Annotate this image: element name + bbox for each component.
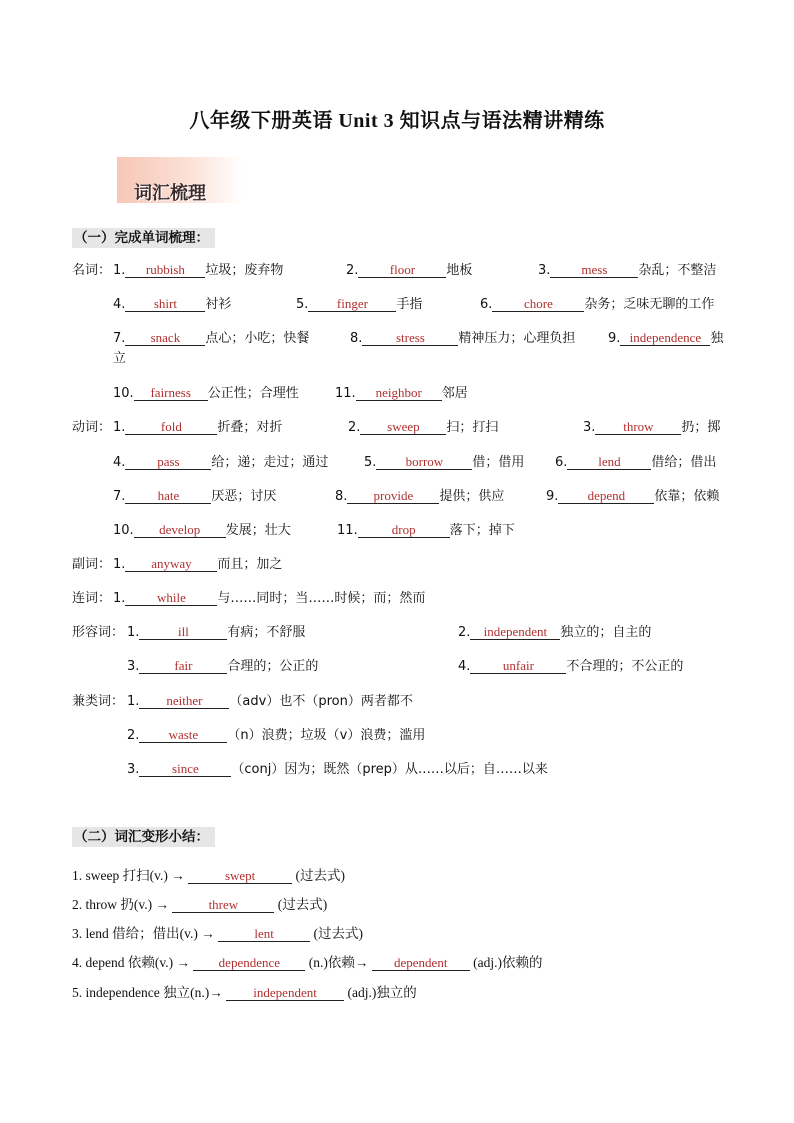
adjectives-label: 形容词：: [72, 625, 125, 640]
verb-item-6: 6. lend 借给；借出: [555, 454, 717, 470]
multi-row-3: [0, 761, 794, 779]
answer-blank[interactable]: independent: [226, 985, 344, 1001]
answer-blank[interactable]: rubbish: [125, 262, 205, 278]
multi-row-2: [0, 727, 794, 745]
multi-row-1: [0, 693, 794, 711]
answer-blank[interactable]: neighbor: [356, 385, 442, 401]
answer-blank[interactable]: borrow: [376, 454, 472, 470]
nouns-row-1: [0, 262, 794, 280]
answer-blank[interactable]: pass: [125, 454, 211, 470]
noun-item-5: 5. finger 手指: [296, 296, 423, 312]
answer-blank[interactable]: throw: [595, 419, 681, 435]
transform-item-4: 4. depend 依赖(v.) → dependence (n.)依赖→ dependent (adj.)依赖的: [72, 955, 543, 970]
answer-blank[interactable]: drop: [358, 522, 450, 538]
noun-item-11: 11. neighbor 邻居: [335, 385, 468, 401]
answer-blank[interactable]: swept: [188, 868, 292, 884]
section2-heading: （二）词汇变形小结：: [72, 827, 215, 847]
verbs-row-3: [0, 488, 794, 506]
transform-item-5: 5. independence 独立(n.)→ independent (adj.)独立的: [72, 985, 417, 1000]
adverb-item-1: 1. anyway 而且；加之: [113, 556, 283, 572]
verb-item-11: 11. drop 落下；掉下: [337, 522, 515, 538]
multi-item-2: 2. waste （n）浪费；垃圾（v）浪费；滥用: [127, 727, 426, 743]
answer-blank[interactable]: finger: [308, 296, 396, 312]
adjectives-row-2: [0, 658, 794, 676]
answer-blank[interactable]: fair: [139, 658, 227, 674]
noun-item-10: 10. fairness 公正性；合理性: [113, 385, 299, 401]
nouns-row-3: [0, 330, 794, 348]
noun-item-7: 7. snack 点心；小吃；快餐: [113, 330, 310, 346]
noun-item-4: 4. shirt 衬衫: [113, 296, 232, 312]
transform-item-1: 1. sweep 打扫(v.) → swept (过去式): [72, 868, 345, 883]
answer-blank[interactable]: lent: [218, 926, 310, 942]
noun-item-6: 6. chore 杂务；乏味无聊的工作: [480, 296, 715, 312]
verb-item-9: 9. depend 依靠；依赖: [546, 488, 720, 504]
answer-blank[interactable]: threw: [172, 897, 274, 913]
answer-blank[interactable]: floor: [358, 262, 446, 278]
answer-blank[interactable]: while: [125, 590, 217, 606]
answer-blank[interactable]: fairness: [134, 385, 208, 401]
adjectives-row-1: [0, 624, 794, 642]
answer-blank[interactable]: shirt: [125, 296, 205, 312]
verbs-label: 动词：: [72, 420, 112, 435]
page-title: 八年级下册英语 Unit 3 知识点与语法精讲精练: [189, 110, 605, 132]
answer-blank[interactable]: dependent: [372, 955, 470, 971]
adjective-item-1: 1. ill 有病；不舒服: [127, 624, 306, 640]
transform-item-3: 3. lend 借给；借出(v.) → lent (过去式): [72, 926, 363, 941]
verb-item-3: 3. throw 扔；掷: [583, 419, 721, 435]
verbs-row-4: [0, 522, 794, 540]
answer-blank[interactable]: anyway: [125, 556, 217, 572]
answer-blank[interactable]: hate: [125, 488, 211, 504]
noun-item-2: 2. floor 地板: [346, 262, 473, 278]
answer-blank[interactable]: depend: [558, 488, 654, 504]
nouns-row-4: [0, 385, 794, 403]
answer-blank[interactable]: independence: [620, 330, 710, 346]
verb-item-4: 4. pass 给；递；走过；通过: [113, 454, 329, 470]
transform-item-2: 2. throw 扔(v.) → threw (过去式): [72, 897, 328, 912]
answer-blank[interactable]: stress: [362, 330, 458, 346]
answer-blank[interactable]: fold: [125, 419, 217, 435]
answer-blank[interactable]: unfair: [470, 658, 566, 674]
conjunction-item-1: 1. while 与……同时；当……时候；而；然而: [113, 590, 426, 606]
multi-item-3: 3. since （conj）因为；既然（prep）从……以后；自……以来: [127, 761, 548, 777]
section1-heading: （一）完成单词梳理：: [72, 228, 215, 248]
noun-item-9: 9. independence 独: [608, 330, 724, 346]
banner-label: 词汇梳理: [134, 183, 206, 204]
adjective-item-2: 2. independent 独立的；自主的: [458, 624, 652, 640]
verb-item-7: 7. hate 厌恶；讨厌: [113, 488, 277, 504]
answer-blank[interactable]: develop: [134, 522, 226, 538]
section-banner: [117, 157, 243, 203]
noun-item-3: 3. mess 杂乱；不整洁: [538, 262, 717, 278]
nouns-row-2: [0, 296, 794, 314]
verb-item-2: 2. sweep 扫；打扫: [348, 419, 499, 435]
verb-item-10: 10. develop 发展；壮大: [113, 522, 291, 538]
verb-item-8: 8. provide 提供；供应: [335, 488, 505, 504]
answer-blank[interactable]: lend: [567, 454, 651, 470]
answer-blank[interactable]: ill: [139, 624, 227, 640]
verb-item-1: 1. fold 折叠；对折: [113, 419, 283, 435]
verbs-row-1: [0, 419, 794, 437]
answer-blank[interactable]: sweep: [360, 419, 446, 435]
noun-item-8: 8. stress 精神压力；心理负担: [350, 330, 576, 346]
nouns-label: 名词：: [72, 263, 112, 278]
answer-blank[interactable]: mess: [550, 262, 638, 278]
multi-label: 兼类词：: [72, 694, 125, 709]
conjunctions-label: 连词：: [72, 591, 112, 606]
adjective-item-4: 4. unfair 不合理的；不公正的: [458, 658, 684, 674]
verb-item-5: 5. borrow 借；借用: [364, 454, 525, 470]
adverbs-row: [0, 556, 794, 574]
answer-blank[interactable]: since: [139, 761, 231, 777]
answer-blank[interactable]: waste: [139, 727, 227, 743]
answer-blank[interactable]: dependence: [193, 955, 305, 971]
multi-item-1: 1. neither （adv）也不（pron）两者都不: [127, 693, 413, 709]
adjective-item-3: 3. fair 合理的；公正的: [127, 658, 319, 674]
answer-blank[interactable]: neither: [139, 693, 229, 709]
adverbs-label: 副词：: [72, 557, 112, 572]
answer-blank[interactable]: snack: [125, 330, 205, 346]
answer-blank[interactable]: independent: [470, 624, 560, 640]
noun-item-1: 1. rubbish 垃圾；废弃物: [113, 262, 284, 278]
answer-blank[interactable]: provide: [347, 488, 439, 504]
noun-item-9-wrap: 立: [113, 351, 127, 366]
answer-blank[interactable]: chore: [492, 296, 584, 312]
conjunctions-row: [0, 590, 794, 608]
verbs-row-2: [0, 454, 794, 472]
